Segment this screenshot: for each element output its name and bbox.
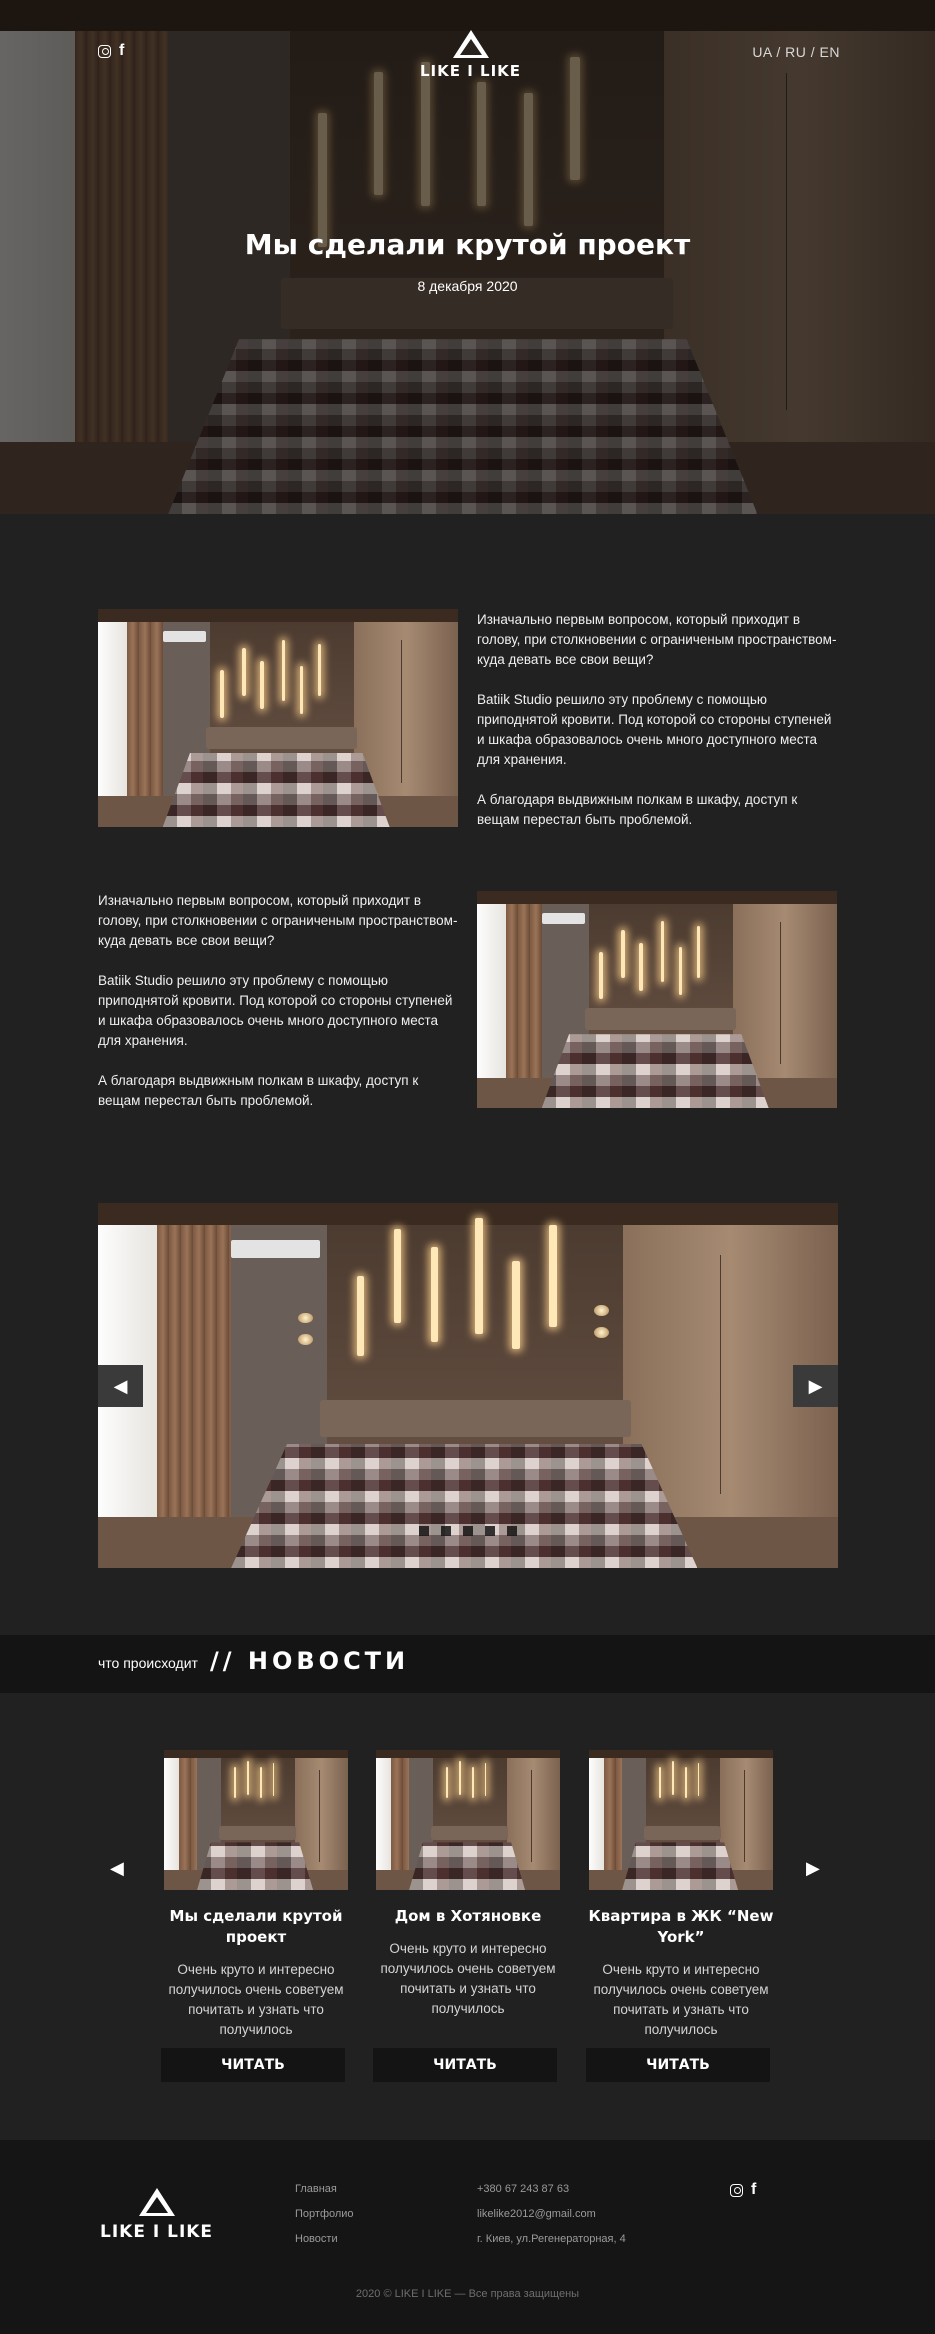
news-card-description: Очень круто и интересно получилось очень советуем почитать и узнать что получилось xyxy=(380,1941,556,2016)
read-button[interactable]: ЧИТАТЬ xyxy=(373,2048,557,2082)
hero-section xyxy=(0,0,935,514)
article-text-1 xyxy=(477,610,839,850)
logo-triangle-icon xyxy=(139,2188,175,2216)
paragraph: Изначально первым вопросом, который приходит в голову, при столкновении с ограниченым пространством-куда девать все свои вещи? xyxy=(98,893,458,948)
instagram-icon[interactable] xyxy=(98,45,111,58)
news-card-title[interactable]: Мы сделали крутой проект xyxy=(169,1907,343,1946)
facebook-icon[interactable]: f xyxy=(119,42,125,59)
slider-dot[interactable] xyxy=(463,1526,473,1536)
slider-next-button[interactable] xyxy=(793,1365,838,1407)
publish-date: 8 декабря 2020 xyxy=(417,278,518,294)
paragraph: А благодаря выдвижным полкам в шкафу, доступ к вещам перестал быть проблемой. xyxy=(98,1073,419,1108)
language-switcher[interactable]: UA / RU / EN xyxy=(752,44,840,60)
news-next-arrow-icon[interactable]: ▶ xyxy=(806,1858,820,1879)
news-card-image[interactable] xyxy=(376,1750,560,1890)
slider-dot[interactable] xyxy=(419,1526,429,1536)
footer-phone[interactable]: +380 67 243 87 63 xyxy=(477,2183,570,2195)
slider-prev-button[interactable] xyxy=(98,1365,143,1407)
footer-link-portfolio[interactable]: Портфолио xyxy=(295,2208,354,2220)
footer-social-links xyxy=(730,2183,756,2197)
news-subtitle: что происходит xyxy=(98,1655,198,1671)
slider-pagination xyxy=(98,1526,838,1536)
news-card-title[interactable]: Дом в Хотяновке xyxy=(394,1907,542,1925)
read-button[interactable]: ЧИТАТЬ xyxy=(586,2048,770,2082)
news-card xyxy=(588,1750,774,2073)
paragraph: Изначально первым вопросом, который приходит в голову, при столкновении с ограниченым пространством-куда девать все свои вещи? xyxy=(477,612,837,667)
footer-link-news[interactable]: Новости xyxy=(295,2233,338,2245)
footer-logo[interactable] xyxy=(100,2188,213,2242)
logo-triangle-icon xyxy=(453,30,489,58)
news-card-description: Очень круто и интересно получилось очень советуем почитать и узнать что получилось xyxy=(168,1962,344,2037)
arrow-right-icon: ▶ xyxy=(808,1375,823,1397)
slider-dot[interactable] xyxy=(485,1526,495,1536)
article-image-1 xyxy=(98,609,458,827)
site-footer xyxy=(0,2140,935,2334)
news-section-header xyxy=(0,1635,935,1693)
slider-dot[interactable] xyxy=(507,1526,517,1536)
news-card xyxy=(163,1750,349,2073)
article-text-2 xyxy=(98,891,460,1131)
slider-dot[interactable] xyxy=(441,1526,451,1536)
footer-link-home[interactable]: Главная xyxy=(295,2183,337,2195)
news-card xyxy=(375,1750,561,2073)
footer-email[interactable]: likelike2012@gmail.com xyxy=(477,2208,596,2220)
paragraph: Batiik Studio решило эту проблему с помощью приподнятой кровити. Под которой со стороны ступеней и шкафа образовалось очень много доступного места для хранения. xyxy=(98,973,453,1048)
arrow-left-icon: ◀ xyxy=(113,1375,128,1397)
news-card-image[interactable] xyxy=(164,1750,348,1890)
gallery-slider xyxy=(98,1203,838,1568)
logo-text: LIKE I LIKE xyxy=(420,62,522,80)
header-social-links xyxy=(98,44,124,58)
paragraph: Batiik Studio решило эту проблему с помощью приподнятой кровити. Под которой со стороны ступеней и шкафа образовалось очень много доступного места для хранения. xyxy=(477,692,832,767)
article-image-2 xyxy=(477,891,837,1108)
news-card-image[interactable] xyxy=(589,1750,773,1890)
footer-address: г. Киев, ул.Регенераторная, 4 xyxy=(477,2233,626,2245)
news-card-description: Очень круто и интересно получилось очень советуем почитать и узнать что получилось xyxy=(593,1962,769,2037)
facebook-icon[interactable]: f xyxy=(751,2181,757,2198)
news-card-title[interactable]: Квартира в ЖК “New York” xyxy=(588,1907,774,1946)
news-prev-arrow-icon[interactable]: ◀ xyxy=(110,1858,124,1879)
read-button[interactable]: ЧИТАТЬ xyxy=(161,2048,345,2082)
instagram-icon[interactable] xyxy=(730,2184,743,2197)
paragraph: А благодаря выдвижным полкам в шкафу, доступ к вещам перестал быть проблемой. xyxy=(477,792,798,827)
header-logo[interactable] xyxy=(420,30,521,80)
page-title: Мы сделали крутой проект xyxy=(244,228,691,261)
news-title: // НОВОСТИ xyxy=(210,1647,410,1675)
logo-text: LIKE I LIKE xyxy=(100,2222,214,2242)
copyright: 2020 © LIKE I LIKE — Все права защищены xyxy=(355,2288,580,2300)
